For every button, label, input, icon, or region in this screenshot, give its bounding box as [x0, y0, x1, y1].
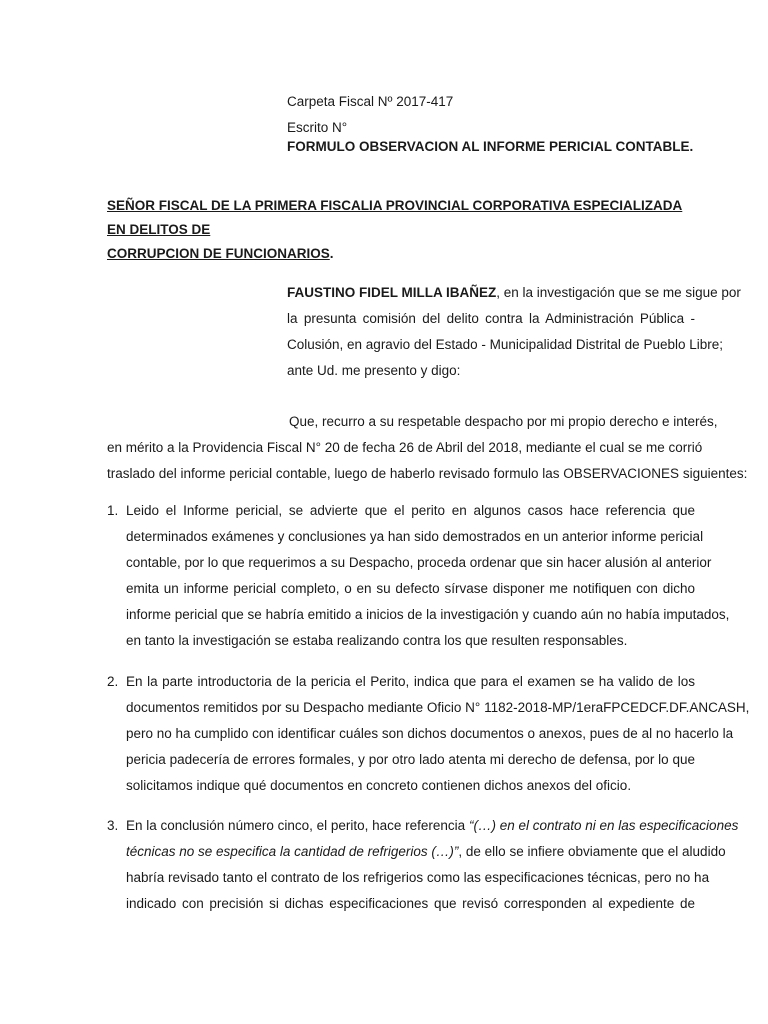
observation-number: 1. [107, 503, 119, 518]
observation-line: documentos remitidos por su Despacho mediante Oficio N° 1182-2018-MP/1eraFPCEDCF.DF.ANCASH, [126, 700, 750, 715]
intro-paragraph [287, 280, 741, 384]
observation-line: en tanto la investigación se estaba realizando contra los que resulten responsables. [126, 633, 628, 648]
observation-line: indicado con precisión si dichas especificaciones que revisó corresponden al expediente de [126, 896, 695, 911]
observation-line: solicitamos indique qué documentos en concreto contienen dichos anexos del oficio. [126, 778, 632, 793]
petitioner-name: FAUSTINO FIDEL MILLA IBAÑEZ [287, 285, 497, 300]
intro-line-1: , en la investigación que se me sigue por [496, 285, 741, 300]
addressee-period: . [329, 246, 334, 261]
observation-line: pericia padecería de errores formales, y por otro lado atenta mi derecho de defensa, por lo que [126, 752, 695, 767]
addressee-line-2: CORRUPCION DE FUNCIONARIOS [107, 246, 330, 261]
observation-line: habría revisado tanto el contrato de los refrigerios como las especificaciones técnicas, pero no ha [126, 870, 710, 885]
addressee [107, 194, 687, 266]
observation-line: En la parte introductoria de la pericia el Perito, indica que para el examen se ha valido de los [126, 674, 695, 689]
observation-line: técnicas no se especifica la cantidad de refrigerios (…)”, de ello se infiere obviamente que el aludido [126, 844, 726, 859]
observation-line: Leido el Informe pericial, se advierte que el perito en algunos casos hace referencia que [126, 503, 695, 518]
case-number: Carpeta Fiscal Nº 2017-417 [287, 94, 454, 109]
observation-line: En la conclusión número cinco, el perito, hace referencia “(…) en el contrato ni en las especificaciones [126, 818, 739, 833]
observation-line: determinados exámenes y conclusiones ya han sido demostrados en un anterior informe pericial [126, 529, 704, 544]
observation-line: pero no ha cumplido con identificar cuáles son dichos documentos o anexos, pues de al no hacerlo la [126, 726, 734, 741]
observation-number: 2. [107, 674, 119, 689]
intro-line-2: la presunta comisión del delito contra la Administración Pública - [287, 311, 695, 326]
request-line-3: traslado del informe pericial contable, luego de haberlo revisado formulo las OBSERVACIONES siguientes: [107, 466, 748, 481]
observation-number: 3. [107, 818, 119, 833]
request-line-2: en mérito a la Providencia Fiscal N° 20 de fecha 26 de Abril del 2018, mediante el cual se me corrió [107, 440, 703, 455]
intro-line-3: Colusión, en agravio del Estado - Municipalidad Distrital de Pueblo Libre; [287, 337, 723, 352]
filing-number: Escrito N° [287, 120, 348, 135]
request-line-1: Que, recurro a su respetable despacho por mi propio derecho e interés, [289, 414, 718, 429]
request-paragraph [107, 409, 748, 487]
observation-line: emita un informe pericial completo, o en su defecto sírvase disponer me notifiquen con dicho [126, 581, 695, 596]
intro-line-4: ante Ud. me presento y digo: [287, 363, 461, 378]
filing-subject: FORMULO OBSERVACION AL INFORME PERICIAL CONTABLE. [287, 139, 694, 154]
addressee-line-1: SEÑOR FISCAL DE LA PRIMERA FISCALIA PROVINCIAL CORPORATIVA ESPECIALIZADA EN DELITOS DE [107, 198, 683, 237]
observation-line: contable, por lo que requerimos a su Despacho, proceda ordenar que sin hacer alusión al anterior [126, 555, 712, 570]
observation-line: informe pericial que se habría emitido a inicios de la investigación y cuando aún no había imputados, [126, 607, 730, 622]
